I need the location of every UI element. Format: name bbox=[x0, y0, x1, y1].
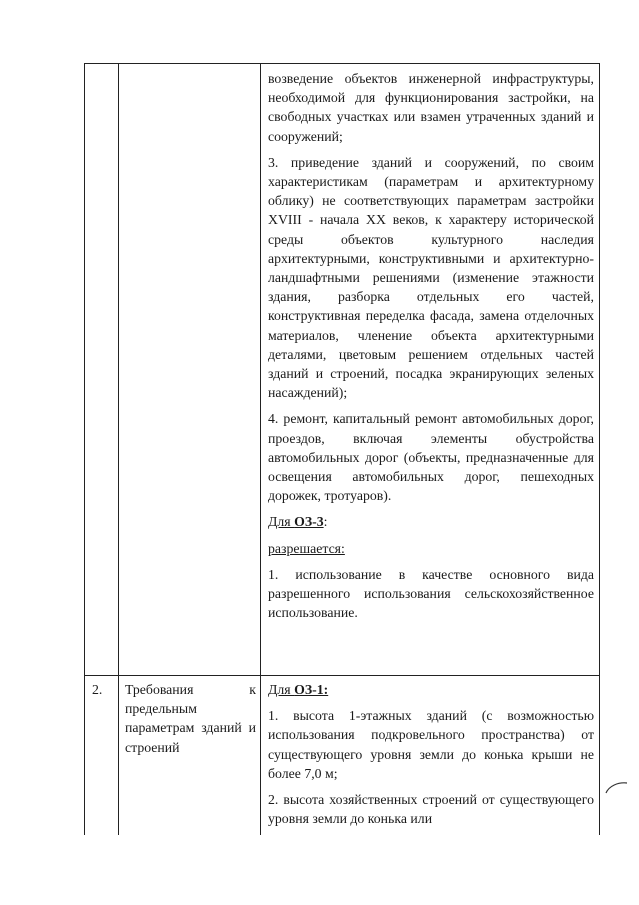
item-3-paragraph: 3. приведение зданий и сооружений, по своим характеристикам (параметрам и архитектурному облику) не соответствующих параметрам застройки XVIII - начала XX веков, к характеру исторической среды объектов культурного наследия архитектурными, конструктивными и архитектурно-ландшафтными решениями (изменение этажности здания, разборка отдельных его частей, конструктивная переделка фасада, замена отделочных материалов, членение объекта архитектурными деталями, цветовым решением отдельных частей зданий и строений, посадка экранирующих зеленых насаждений); bbox=[268, 154, 594, 401]
oz1-heading-code: ОЗ-1: bbox=[294, 682, 329, 697]
oz1-heading-prefix: Для bbox=[268, 682, 295, 697]
row-number: 2. bbox=[92, 682, 103, 697]
row-title: Требования к предельным параметрам зданий и строений bbox=[125, 682, 256, 755]
continuation-cell bbox=[268, 69, 594, 629]
oz3-heading-prefix: Для bbox=[268, 514, 295, 530]
oz3-item-1: 1. использование в качестве основного вида разрешенного использования сельскохозяйственное использование. bbox=[268, 566, 594, 621]
oz1-heading bbox=[268, 680, 594, 699]
oz3-heading-code: ОЗ-3 bbox=[294, 514, 324, 530]
table-border-right bbox=[599, 63, 600, 835]
table-row-divider bbox=[84, 675, 600, 676]
oz1-item-2: 2. высота хозяйственных строений от существующего уровня земли до конька или bbox=[268, 792, 594, 827]
table-column-divider-1 bbox=[118, 63, 119, 835]
table-column-divider-2 bbox=[260, 63, 261, 835]
item-4-paragraph: 4. ремонт, капитальный ремонт автомобильных дорог, проездов, включая элементы обустройства автомобильных дорог (объекты, предназначенные для освещения автомобильных дорог, пешеходных дорожек, тротуаров). bbox=[268, 411, 594, 504]
table-border-top bbox=[84, 63, 600, 64]
pen-mark-icon bbox=[603, 780, 629, 798]
table-border-left bbox=[84, 63, 85, 835]
oz3-heading-suffix: : bbox=[323, 514, 328, 530]
requirements-table bbox=[84, 63, 600, 835]
row-2-content-cell bbox=[268, 680, 594, 835]
permitted-label: разрешается: bbox=[268, 540, 345, 556]
oz1-item-1: 1. высота 1-этажных зданий (с возможностью использования подкровельного пространства) от существующего уровня земли до конька крыши не более 7,0 м; bbox=[268, 708, 594, 781]
continuation-paragraph: возведение объектов инженерной инфраструктуры, необходимой для функционирования застройки, на свободных участках или взамен утраченных зданий и сооружений; bbox=[268, 71, 594, 144]
oz3-heading bbox=[268, 512, 594, 531]
